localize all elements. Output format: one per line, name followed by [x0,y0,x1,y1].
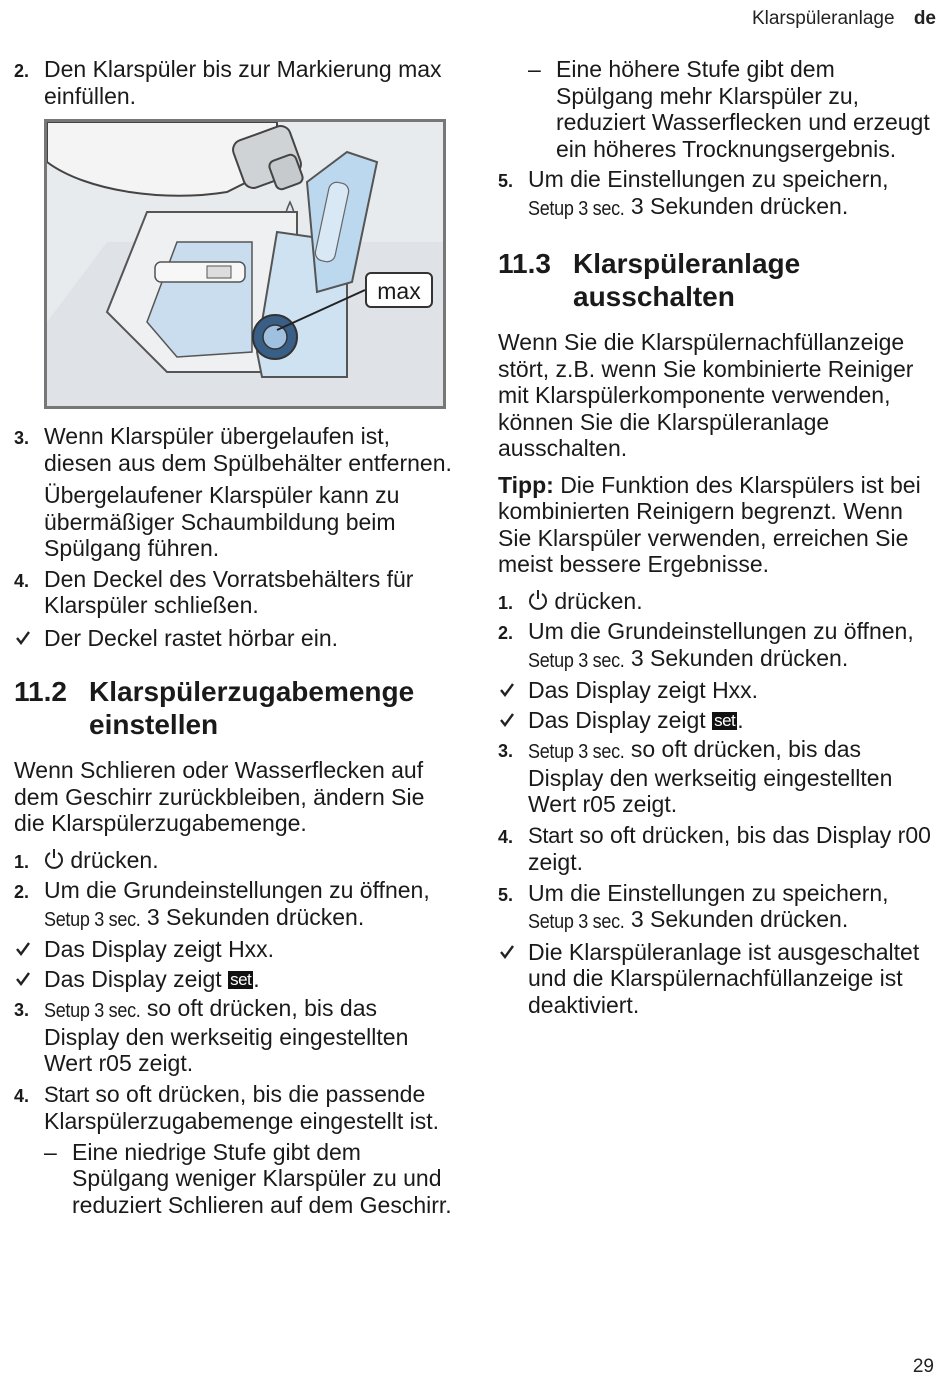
setup-key-label: Setup 3 sec. [44,906,141,930]
step-number: 4. [14,570,30,591]
checkmark-icon [16,970,30,988]
bullet-lower-level [14,1139,454,1219]
section-number: 11.3 [498,248,551,279]
step-text-post: so oft drücken, bis das Display r00 zeigt. [528,821,931,875]
step-text: Den Klarspüler bis zur Markierung max einfüllen. [44,56,442,109]
step-text-post: so oft drücken, bis das Display den werkseitig eingestellten Wert r05 zeigt. [44,995,409,1076]
step-text-post: 3 Sekunden drücken. [630,906,849,932]
step-number: 3. [14,1000,30,1020]
setup-key-label: Setup 3 sec. [44,998,141,1022]
tip-label: Tipp: [498,471,554,498]
dispenser-drawing [47,122,443,406]
header-language-code: de [913,8,936,29]
rinse-aid-illustration [44,119,446,409]
step-setup-r05 [498,736,938,818]
step-save-settings [498,880,938,935]
dash-marker: – [528,56,541,82]
result-text: Das Display zeigt Hxx. [44,936,275,962]
step-text: drücken. [554,587,643,614]
max-marker-label: max [365,272,433,308]
step-number: 1. [14,851,30,872]
power-icon [528,589,548,611]
result-display-set: Das Display zeigt set. [14,966,454,993]
bullet-higher-level [498,56,938,162]
tip-paragraph [498,472,938,578]
bullet-text: Eine höhere Stufe gibt dem Spülgang mehr Klarspüler zu, reduziert Wasserflecken und erzeugt ein höheres Trocknungsergebnis. [556,56,930,162]
step-number: 5. [498,171,514,191]
step-remove-overflow [14,423,454,562]
step-number: 4. [498,826,514,847]
set-display-badge: set [230,969,252,989]
checkmark-icon [500,681,514,699]
checkmark-icon [16,629,30,647]
start-key-label: Start [528,822,573,848]
step-text-pre: Um die Grundeinstellungen zu öffnen, [528,618,914,644]
result-text: Das Display zeigt [528,706,706,733]
result-display-set: Das Display zeigt set. [498,707,938,734]
step-number: 4. [14,1085,30,1106]
start-key-label: Start [44,1081,89,1107]
intro-paragraph: Wenn Schlieren oder Wasserflecken auf dem Geschirr zurückbleiben, ändern Sie die Klarspülerzugabemenge. [14,757,425,836]
step-open-settings [14,877,454,932]
step-power-on [498,588,938,615]
dash-marker: – [44,1138,57,1165]
step-start-r00 [498,822,938,876]
setup-key-label: Setup 3 sec. [528,647,625,671]
step-number: 2. [14,882,30,902]
step-text-post: 3 Sekunden drücken. [630,644,849,671]
checkmark-icon [500,943,514,961]
step-number: 5. [498,884,514,905]
step-number: 2. [14,61,30,81]
step-number: 2. [498,623,514,643]
step-text-post: so oft drücken, bis die passende Klarspülerzugabemenge eingestellt ist. [44,1080,440,1134]
intro-paragraph: Wenn Sie die Klarspülernachfüllanzeige stört, z.B. wenn Sie kombinierte Reiniger mit Klarspülerkomponente verwenden, können Sie die Klarspüleranlage ausschalten. [498,329,914,461]
step-text-post: 3 Sekunden drücken. [146,903,365,930]
step-number: 1. [498,592,514,613]
step-start-level [14,1081,454,1135]
result-rinse-aid-off [498,939,938,1019]
setup-key-label: Setup 3 sec. [528,739,625,763]
step-close-lid [14,566,454,619]
step-text-pre: Um die Einstellungen zu speichern, [528,879,889,906]
left-column [14,56,454,1222]
section-heading-11-3 [498,247,938,313]
step-setup-r05 [14,995,454,1077]
step-fill-rinse-aid [14,56,454,109]
result-text: Das Display zeigt Hxx. [528,677,759,703]
tip-text: Die Funktion des Klarspülers ist bei kombinierten Reinigern begrenzt. Wenn Sie Klarspüler verwenden, erreichen Sie meist bessere Ergebnisse. [498,471,921,577]
step-number: 3. [498,741,514,761]
power-icon [44,848,64,870]
checkmark-icon [16,940,30,958]
step-text-pre: Um die Grundeinstellungen zu öffnen, [44,877,430,903]
step-open-settings [498,618,938,673]
result-lid-clicks [14,625,454,652]
result-display-hxx [498,677,938,704]
page-number: 29 [912,1356,934,1377]
step-text-post: so oft drücken, bis das Display den werkseitig eingestellten Wert r05 zeigt. [528,736,893,817]
section-heading-11-2 [14,675,454,741]
result-text: Die Klarspüleranlage ist ausgeschaltet und die Klarspülernachfüllanzeige ist deaktiviert. [528,938,920,1018]
step-text: Wenn Klarspüler übergelaufen ist, diesen aus dem Spülbehälter entfernen. [44,423,452,476]
step-text: Den Deckel des Vorratsbehälters für Klarspüler schließen. [44,565,414,618]
step-number: 3. [14,428,30,448]
step-save-settings [498,166,938,221]
section-title: Klarspüleranlage ausschalten [573,248,801,312]
result-text: Der Deckel rastet hörbar ein. [44,624,339,651]
result-text: Das Display zeigt [44,965,222,992]
result-display-hxx [14,936,454,963]
section-number: 11.2 [14,676,67,707]
checkmark-icon [500,711,514,729]
step-power-on [14,847,454,874]
step-note: Übergelaufener Klarspüler kann zu übermäßiger Schaumbildung beim Spülgang führen. [44,482,400,561]
step-text: drücken. [70,846,159,873]
section-title: Klarspülerzugabemenge einstellen [89,676,415,740]
right-column [498,56,938,1021]
bullet-text: Eine niedrige Stufe gibt dem Spülgang weniger Klarspüler zu und reduziert Schlieren auf dem Geschirr. [72,1138,452,1218]
step-text-post: 3 Sekunden drücken. [630,192,849,219]
header-section-title: Klarspüleranlage [751,8,895,29]
set-display-badge: set [714,710,736,730]
step-text-pre: Um die Einstellungen zu speichern, [528,166,889,192]
setup-key-label: Setup 3 sec. [528,195,625,219]
setup-key-label: Setup 3 sec. [528,909,625,933]
running-header [752,8,936,30]
